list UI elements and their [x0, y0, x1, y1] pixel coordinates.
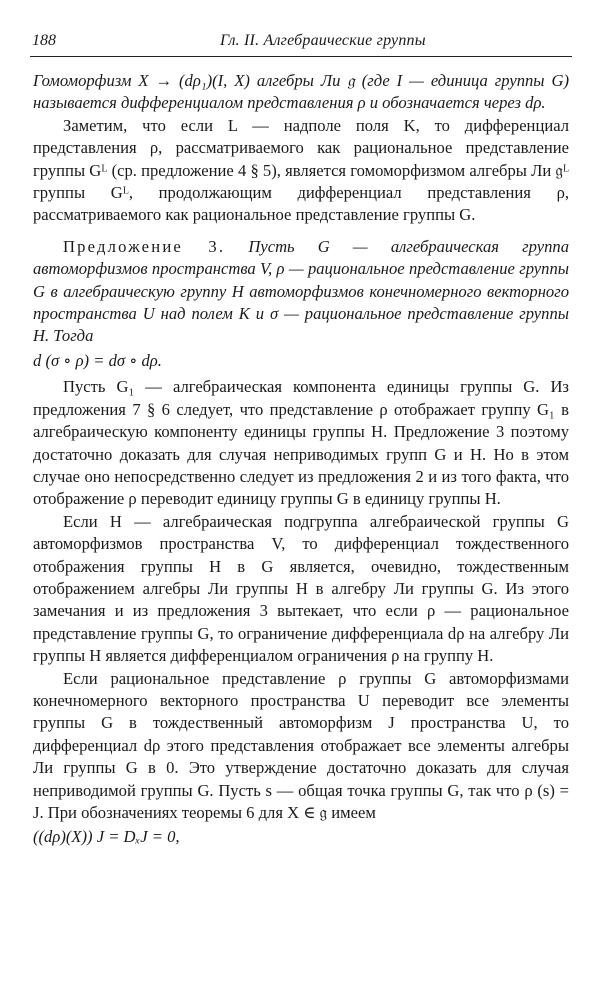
running-header [30, 30, 572, 57]
paragraph-trivial-representation: Если рациональное представление ρ группы G автоморфизмами конечномерного векторного пространства U переводит все элементы группы G в тождественный автоморфизм J пространства U, то дифференциал dρ этого представления отображает все элементы алгебры Ли группы G в 0. Это утверждение достаточно доказать для случая неприводимой группы G. Пусть s — общая точка группы G, так что ρ (s) = J. При обозначениях теоремы 6 для X ∈ 𝔤 имеем [33, 668, 569, 822]
formula-derivation: ((dρ)(X)) J = DₓJ = 0, [33, 827, 180, 847]
page-body [33, 70, 569, 853]
page-number: 188 [32, 32, 56, 49]
proposition-label: Предложение 3. [63, 236, 226, 256]
running-title: Гл. II. Алгебраические группы [220, 32, 426, 49]
formula-composition: d (σ ∘ ρ) = dσ ∘ dρ. [33, 350, 162, 370]
paragraph-definition: Гомоморфизм X → (dρ₁)(I, X) алгебры Ли 𝔤 (где I — единица группы G) называется дифференциалом представления ρ и обозначается через dρ. [33, 71, 569, 113]
proposition-3 [33, 236, 569, 348]
paragraph-subgroup: Если H — алгебраическая подгруппа алгебраической группы G автоморфизмов пространства V, то дифференциал тождественного отображения группы H в G является, очевидно, тождественным отображением алгебры Ли группы H в алгебру Ли группы G. Из этого замечания и из предложения 3 вытекает, что если ρ — рациональное представление группы G, то ограничение дифференциала dρ на алгебру Ли группы H является дифференциалом ограничения ρ на группу H. [33, 511, 569, 666]
proposition-text: Пусть G — алгебраическая группа автоморфизмов пространства V, ρ — рациональное представление группы G в алгебраическую группу H автоморфизмов конечномерного векторного пространства U над полем K и σ — рациональное представление группы H. Тогда [33, 236, 569, 346]
paragraph-remark: Заметим, что если L — надполе поля K, то дифференциал представления ρ, рассматриваемого как рациональное представление группы Gᴸ (ср. предложение 4 § 5), является гомоморфизмом алгебры Ли 𝔤ᴸ группы Gᴸ, продолжающим дифференциал представления ρ, рассматриваемого как рациональное представление группы G. [33, 115, 569, 225]
paragraph-proof: Пусть G₁ — алгебраическая компонента единицы группы G. Из предложения 7 § 6 следует, что представление ρ отображает группу G₁ в алгебраическую компоненту единицы группы H. Предложение 3 поэтому достаточно доказать для случая неприводимых групп G и H. Но в этом случае оно непосредственно следует из предложения 2 и из того факта, что отображение ρ переводит единицу группы G в единицу группы H. [33, 377, 569, 509]
